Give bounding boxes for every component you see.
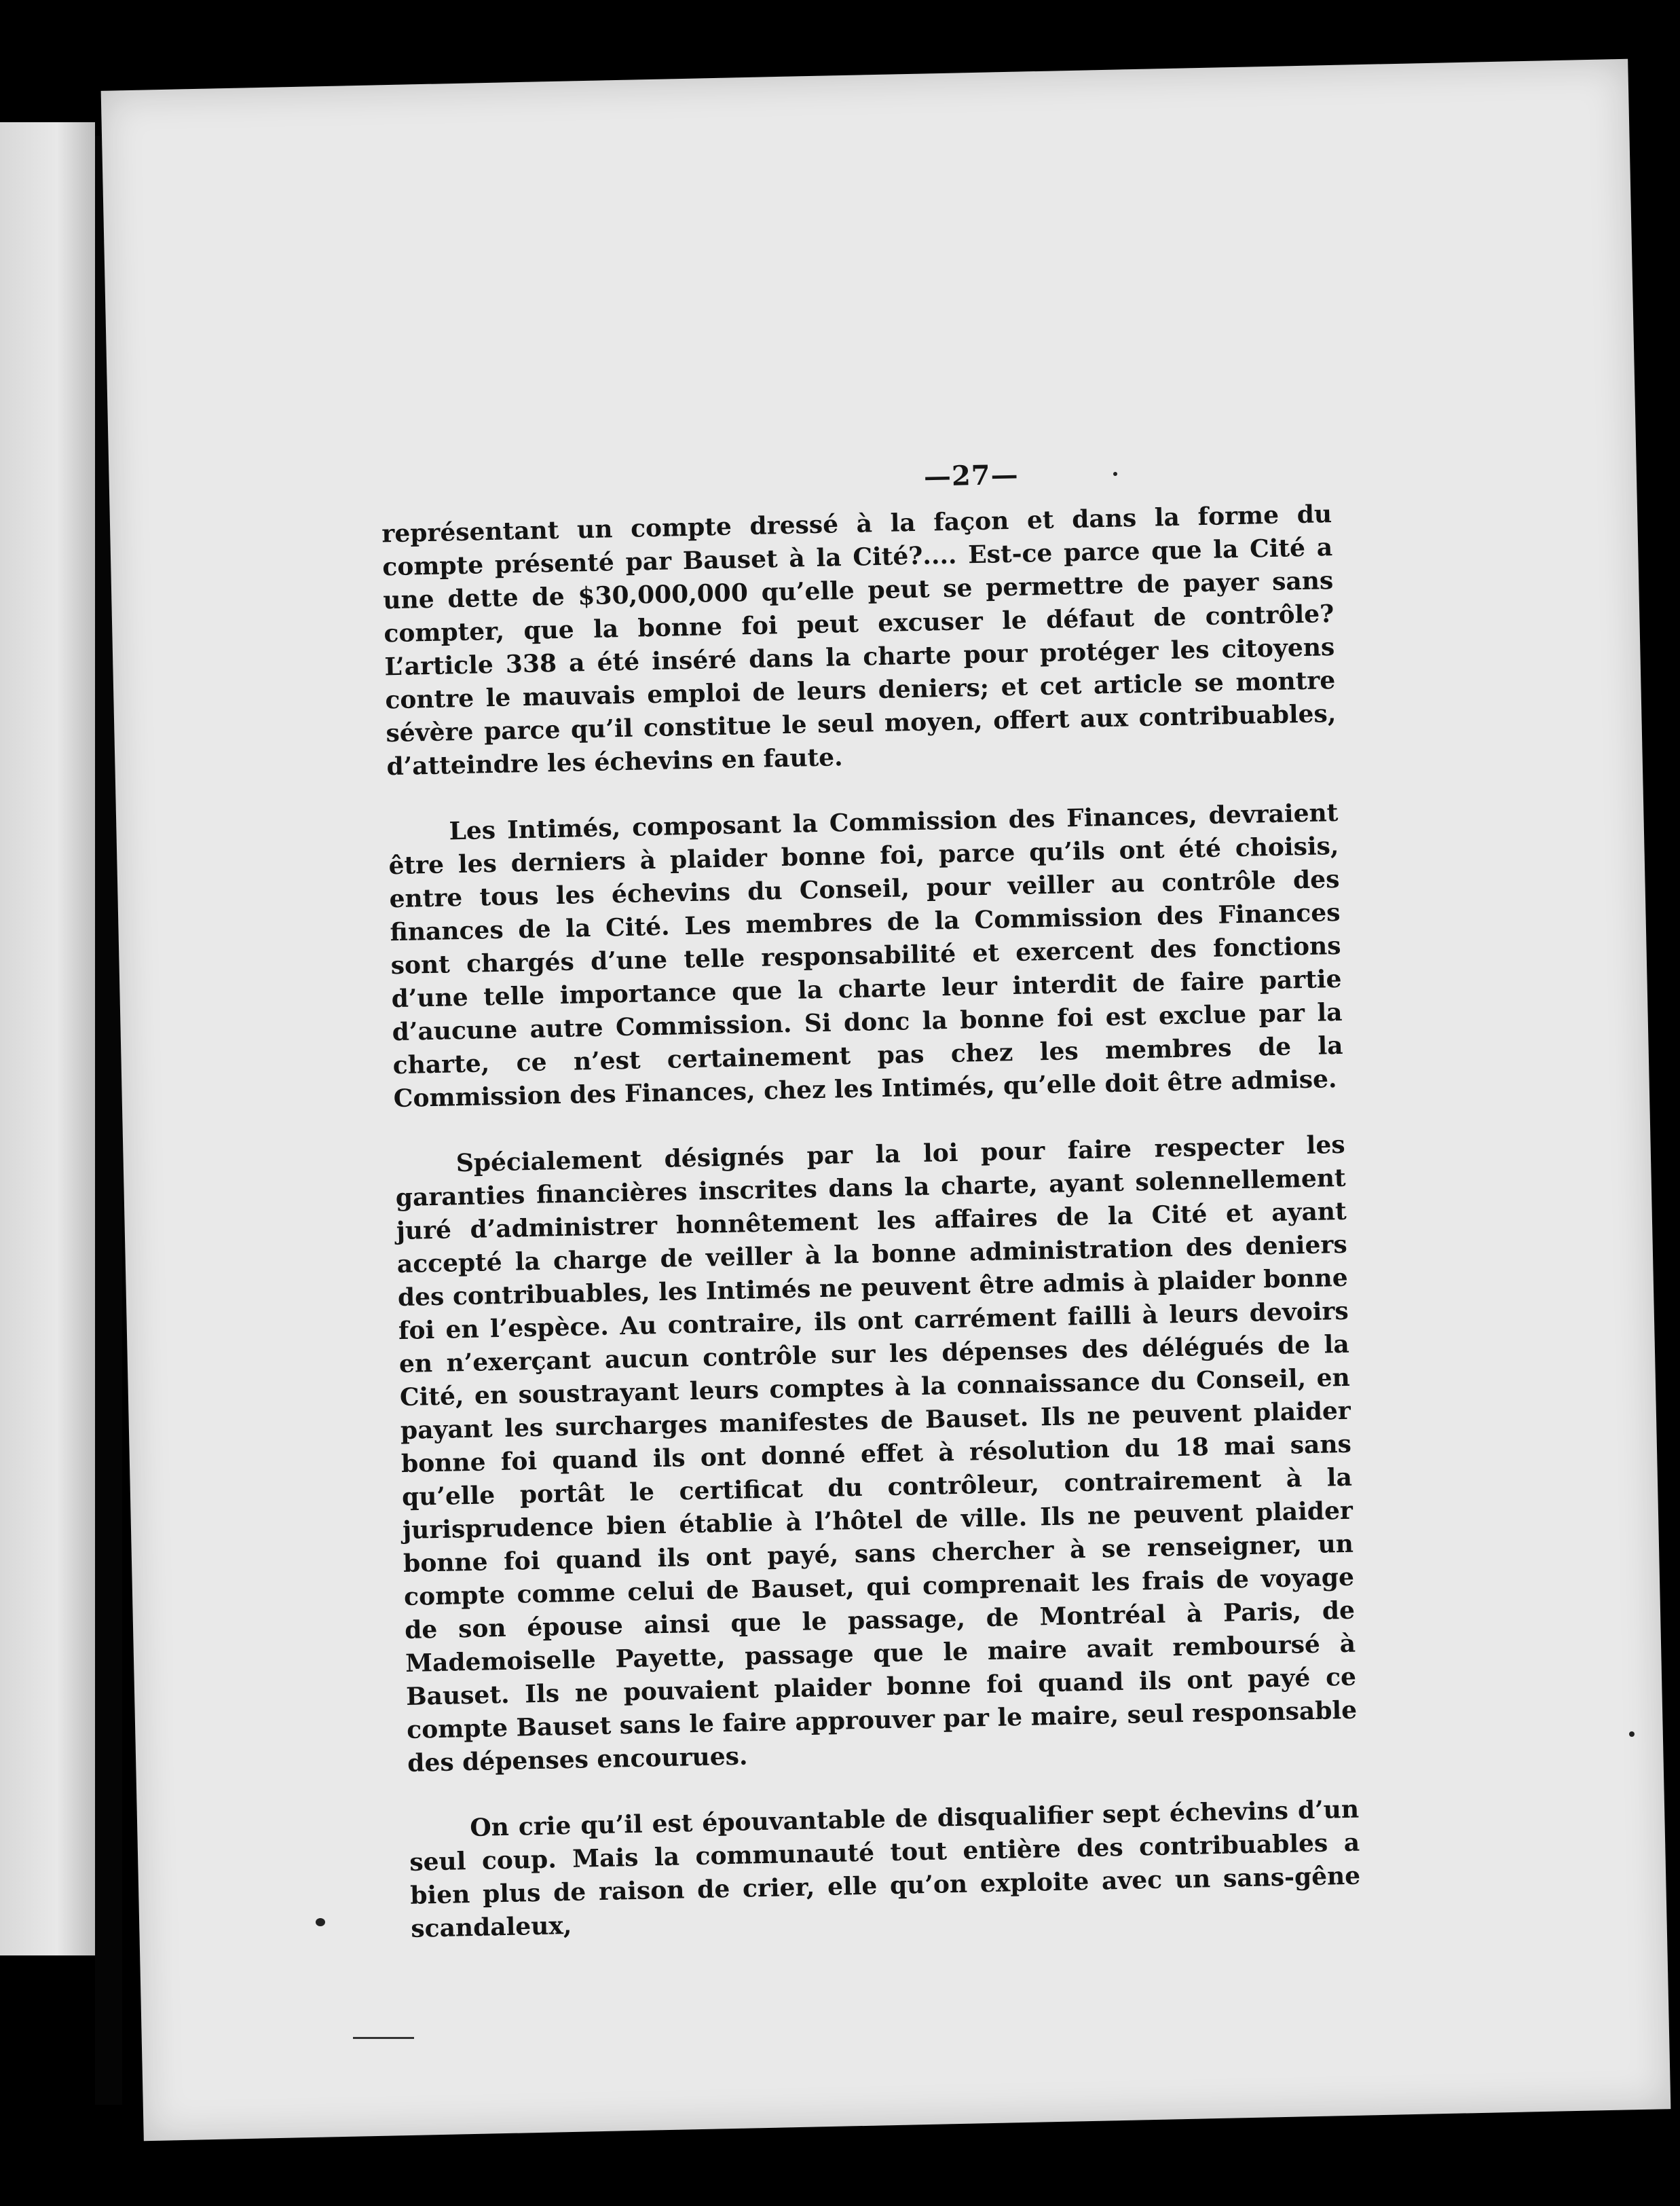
scan-speck — [1113, 472, 1117, 476]
facing-page-edge — [0, 122, 95, 1955]
page-body — [380, 452, 1362, 1979]
document-page — [101, 59, 1671, 2141]
scan-speck — [316, 1918, 325, 1926]
paragraph-1: représentant un compte dressé à la façon et dans la forme du compte présenté par Bauset à la Cité?.... Est-ce parce que la Cité a une dette de $30,000,000 qu’elle peut se permettre de payer sans compter, que la bonne foi peut excuser le défaut de contrôle? L’article 338 a été inséré dans la charte pour protéger les citoyens contre le mauvais emploi de leurs deniers; et cet article se montre sévère parce qu’il constitue le seul moyen, offert aux contribuables, d’atteindre les échevins en faute. — [381, 500, 1337, 782]
paragraph-3: Spécialement désignés par la loi pour faire respecter les garanties financières inscrites dans la charte, ayant solennellement juré d’administrer honnêtement les affaires de la Cité et ayant accepté la charge de veiller à la bonne administration des deniers des contribuables, les Intimés ne peuvent être admis à plaider bonne foi en l’espèce. Au contraire, ils ont carrément failli à leurs devoirs en n’exerçant aucun contrôle sur les dépenses des délégués de la Cité, en soustrayant leurs comptes à la connaissance du Conseil, en payant les surcharges manifestes de Bauset. Ils ne peuvent plaider bonne foi quand ils ont donné effet à résolution du 18 mai sans qu’elle portât le certificat du contrôleur, contrairement à la jurisprudence bien établie à l’hôtel de ville. Ils ne peuvent plaider bonne foi quand ils ont payé, sans chercher à se renseigner, un compte comme celui de Bauset, qui comprenait les frais de voyage de son épouse ainsi que le passage, de Montréal à Paris, de Mademoiselle Payette, passage que le maire avait remboursé à Bauset. Ils ne pouvaient plaider bonne foi quand ils ont payé ce compte Bauset sans le faire approuver par le maire, seul responsable des dépenses encourues. — [395, 1130, 1358, 1778]
scan-speck — [1629, 1731, 1635, 1737]
paragraph-4: On crie qu’il est épouvantable de disqualifier sept échevins d’un seul coup. Mais la communauté tout entière des contribuables a bien plus de raison de crier, elle qu’on exploite avec un sans-gêne scandaleux, — [409, 1795, 1361, 1943]
paragraph-2: Les Intimés, composant la Commission des Finances, devraient être les derniers à plaider bonne foi, parce qu’ils ont été choisis, entre tous les échevins du Conseil, pour veiller au contrôle des finances de la Cité. Les membres de la Commission des Finances sont chargés d’une telle responsabilité et exercent des fonctions d’une telle importance que la charte leur interdit de faire partie d’aucune autre Commission. Si donc la bonne foi est exclue par la charte, ce n’est certainement pas chez les membres de la Commission des Finances, chez les Intimés, qu’elle doit être admise. — [388, 798, 1343, 1114]
footnote-rule — [353, 2037, 414, 2039]
page-number: —27— — [923, 458, 1020, 493]
